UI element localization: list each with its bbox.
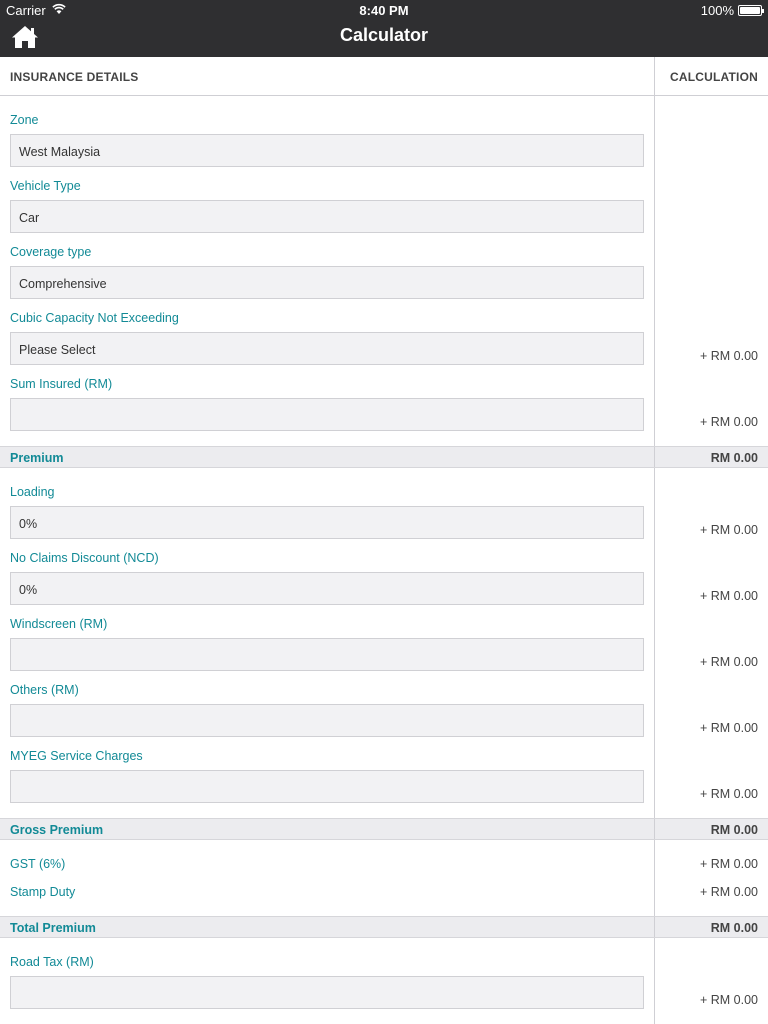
gross-premium-amount: RM 0.00 [710,823,758,837]
total-premium-row [0,916,768,938]
vehicle-type-label: Vehicle Type [10,179,81,193]
calculation-header: CALCULATION [670,70,758,84]
others-input[interactable] [10,704,644,737]
battery-percent: 100% [700,3,734,18]
section-divider [654,819,655,839]
insurance-details-header: INSURANCE DETAILS [10,70,139,84]
ncd-select[interactable]: 0% [10,572,644,605]
gross-premium-row [0,818,768,840]
gross-premium-label: Gross Premium [10,823,104,837]
loading-amount: + RM 0.00 [699,523,758,537]
premium-amount: RM 0.00 [710,451,758,465]
section-divider [654,917,655,937]
total-premium-label: Total Premium [10,921,96,935]
table-header [0,57,768,96]
column-divider [654,57,655,1024]
myeg-input[interactable] [10,770,644,803]
ncd-amount: + RM 0.00 [699,589,758,603]
cubic-capacity-select[interactable]: Please Select [10,332,644,365]
road-tax-amount: + RM 0.00 [699,993,758,1007]
coverage-type-label: Coverage type [10,245,92,259]
zone-select[interactable]: West Malaysia [10,134,644,167]
total-premium-amount: RM 0.00 [710,921,758,935]
coverage-type-select[interactable]: Comprehensive [10,266,644,299]
others-amount: + RM 0.00 [699,721,758,735]
ncd-label: No Claims Discount (NCD) [10,551,159,565]
clock: 8:40 PM [359,3,409,18]
premium-label: Premium [10,451,64,465]
others-label: Others (RM) [10,683,79,697]
road-tax-label: Road Tax (RM) [10,955,94,969]
nav-bar [0,20,768,57]
calculator-form [0,57,768,1024]
windscreen-label: Windscreen (RM) [10,617,108,631]
status-bar [0,0,768,20]
zone-label: Zone [10,113,39,127]
section-divider [654,447,655,467]
road-tax-input[interactable] [10,976,644,1009]
sum-insured-label: Sum Insured (RM) [10,377,113,391]
windscreen-input[interactable] [10,638,644,671]
stamp-duty-label: Stamp Duty [10,885,76,899]
premium-row [0,446,768,468]
sum-insured-amount: + RM 0.00 [699,415,758,429]
loading-label: Loading [10,485,55,499]
gst-label: GST (6%) [10,857,66,871]
loading-select[interactable]: 0% [10,506,644,539]
cubic-capacity-label: Cubic Capacity Not Exceeding [10,311,179,325]
page-title: Calculator [339,25,429,45]
stamp-duty-amount: + RM 0.00 [699,885,758,899]
myeg-amount: + RM 0.00 [699,787,758,801]
gst-amount: + RM 0.00 [699,857,758,871]
vehicle-type-select[interactable]: Car [10,200,644,233]
carrier-label: Carrier [6,3,46,18]
cubic-capacity-amount: + RM 0.00 [699,349,758,363]
sum-insured-input[interactable] [10,398,644,431]
windscreen-amount: + RM 0.00 [699,655,758,669]
myeg-label: MYEG Service Charges [10,749,143,763]
battery-icon [738,5,762,16]
